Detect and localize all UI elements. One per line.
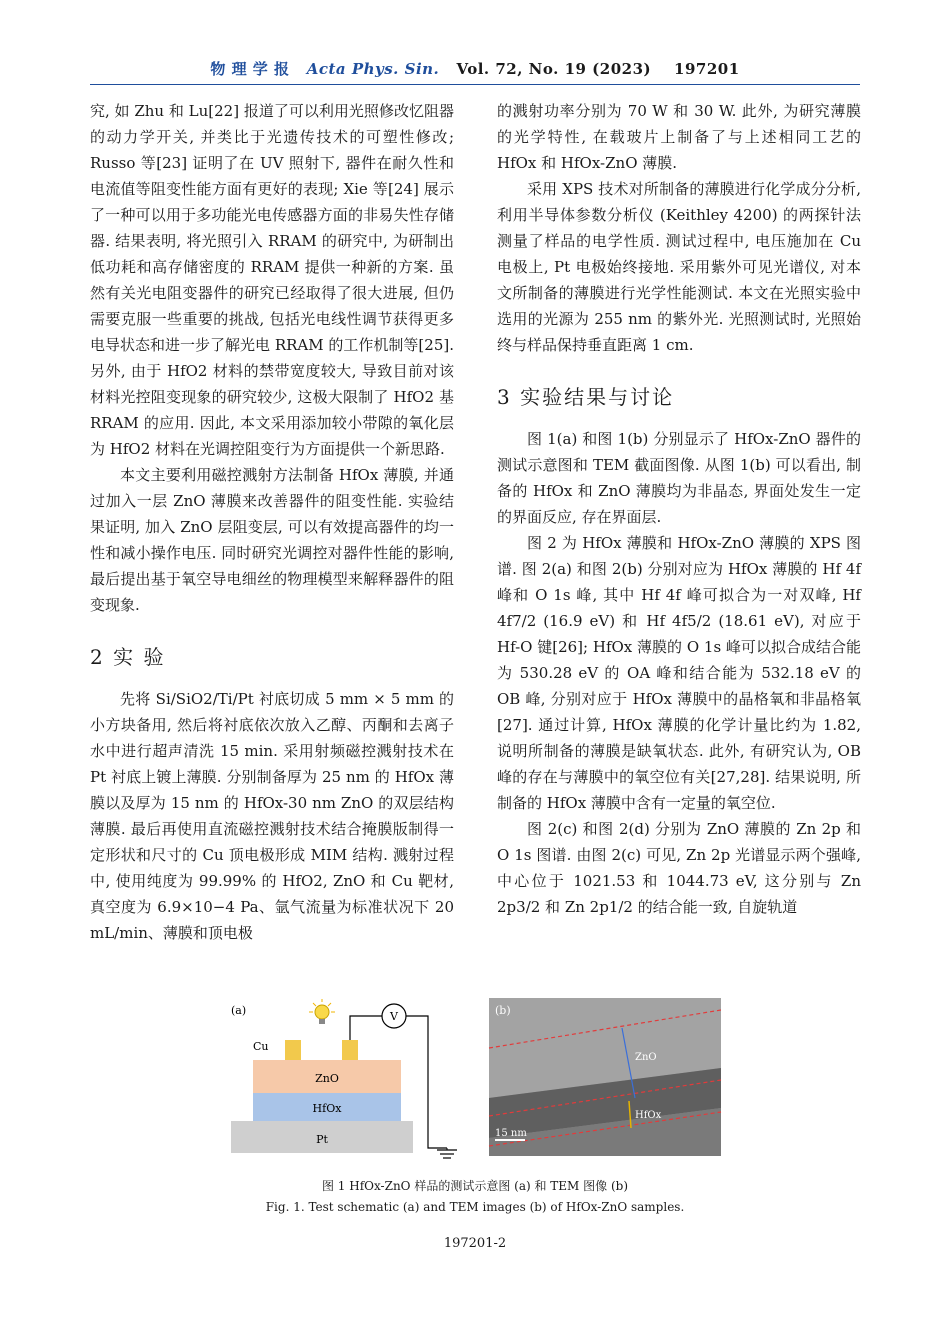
journal-cn: 物 理 学 报 [210,60,290,78]
figure-caption-cn: 图 1 HfOx-ZnO 样品的测试示意图 (a) 和 TEM 图像 (b) [321,1179,629,1193]
wire-top [350,1016,382,1040]
left-paragraph-1: 究, 如 Zhu 和 Lu[22] 报道了可以利用光照修改忆阻器的动力学开关, 并类比于光遗传技术的可塑性修改; Russo 等[23] 证明了在 UV 照射下, 器件在耐久性和电流值等阻变性能方面有更好的表现; Xie 等[24] 展示了一种可以用于多功能光电传感器方面的非易失性存储器. 结果表明, 将光照引入 RRAM 的研究中, 为研制出低功耗和高存储密度的 RRAM 提供一种新的方案. 虽然有关光电阻变器件的研究已经取得了很大进展, 但仍需要克服一些重要的挑战, 包括光电线性调节获得更多电导状态和进一步了解光电 RRAM 的工作机制等[25]. 另外, 由于 HfO2 材料的禁带宽度较大, 导致目前对该材料光控阻变现象的研究较少, 这极大限制了 HfO2 基 RRAM 的应用. 因此, 本文采用添加较小带隙的氧化层为 HfO2 材料在光调控阻变行为方面提供一个新思路. [90,102,454,458]
hfox-label: HfOx [312,1102,342,1115]
panel-a-label: (a) [231,1004,247,1017]
journal-en: Acta Phys. Sin. [306,60,440,78]
right-paragraph-2: 采用 XPS 技术对所制备的薄膜进行化学成分分析, 利用半导体参数分析仪 (Keithley 4200) 的两探针法测量了样品的电学性质. 测试过程中, 电压施加在 Cu 电极上, Pt 电极始终接地. 采用紫外可见光谱仪, 对本文所制备的薄膜进行光学性能测试. 本文在光照实验中选用的光源为 255 nm 的紫外光. 光照测试时, 光照始终与样品保持垂直距离 1 cm. [497,180,861,354]
right-paragraph-5: 图 2(c) 和图 2(d) 分别为 ZnO 薄膜的 Zn 2p 和 O 1s 图谱. 由图 2(c) 可见, Zn 2p 光谱显示两个强峰, 中心位于 1021.53 和 1044.73 eV, 这分别与 Zn 2p3/2 和 Zn 2p1/2 的结合能一致, 自旋轨道 [497,820,861,916]
left-column [90,98,454,946]
cu-label: Cu [253,1040,269,1053]
right-column [497,98,861,920]
pt-label: Pt [316,1133,328,1146]
running-header [0,58,950,79]
voltmeter-label: V [390,1010,398,1023]
header-rule [90,84,860,85]
figure-caption-en: Fig. 1. Test schematic (a) and TEM images (b) of HfOx-ZnO samples. [265,1200,685,1214]
figure-1-svg [225,998,725,1163]
figure-1 [225,998,725,1163]
scale-label: 15 nm [495,1128,527,1139]
left-paragraph-3: 先将 Si/SiO2/Ti/Pt 衬底切成 5 mm × 5 mm 的小方块备用, 然后将衬底依次放入乙醇、丙酮和去离子水中进行超声清洗 15 min. 采用射频磁控溅射技术在 Pt 衬底上镀上薄膜. 分别制备厚为 25 nm 的 HfOx 薄膜以及厚为 15 nm 的 HfOx-30 nm ZnO 的双层结构薄膜. 最后再使用直流磁控溅射技术结合掩膜版制得一定形状和尺寸的 Cu 顶电极形成 MIM 结构. 溅射过程中, 使用纯度为 99.99% 的 HfO2, ZnO 和 Cu 靶材, 真空度为 6.9×10−4 Pa、氩气流量为标准状况下 20 mL/min、薄膜和顶电极 [90,690,454,942]
light-bulb-icon [309,999,335,1024]
section-heading-3: 3 实验结果与讨论 [497,385,675,409]
cu-electrode-1 [285,1040,301,1060]
tem-zno-label: ZnO [635,1052,657,1063]
ground-icon [437,1148,457,1158]
section-heading-2: 2 实 验 [90,645,166,669]
page-number: 197201-2 [443,1236,507,1251]
article-number: 197201 [674,60,740,78]
right-paragraph-4: 图 2 为 HfOx 薄膜和 HfOx-ZnO 薄膜的 XPS 图谱. 图 2(a) 和图 2(b) 分别对应为 HfOx 薄膜的 Hf 4f 峰和 O 1s 峰, 其中 Hf 4f 峰可拟合为一对双峰, Hf 4f7/2 (16.9 eV) 和 Hf 4f5/2 (18.61 eV), 对应于 Hf-O 键[26]; HfOx 薄膜的 O 1s 峰可以拟合成结合能为 530.28 eV 的 OA 峰和结合能为 532.18 eV 的 OB 峰, 分别对应于 HfOx 薄膜中的晶格氧和非晶格氧[27]. 通过计算, HfOx 薄膜的化学计量比约为 1.82, 说明所制备的薄膜是缺氧状态. 此外, 有研究认为, OB 峰的存在与薄膜中的氧空位有关[27,28]. 结果说明, 所制备的 HfOx 薄膜中含有一定量的氧空位. [497,534,861,812]
left-paragraph-2: 本文主要利用磁控溅射方法制备 HfOx 薄膜, 并通过加入一层 ZnO 薄膜来改善器件的阻变性能. 实验结果证明, 加入 ZnO 层阻变层, 可以有效提高器件的均一性和减小操作电压. 同时研究光调控对器件性能的影响, 最后提出基于氧空导电细丝的物理模型来解释器件的阻变现象. [90,466,454,614]
zno-label: ZnO [315,1072,339,1085]
panel-b-label: (b) [495,1004,511,1017]
tem-hfox-label: HfOx [635,1110,662,1121]
right-paragraph-3: 图 1(a) 和图 1(b) 分别显示了 HfOx-ZnO 器件的测试示意图和 TEM 截面图像. 从图 1(b) 可以看出, 制备的 HfOx 和 ZnO 薄膜均为非晶态, 界面处发生一定的界面反应, 存在界面层. [497,430,861,526]
right-paragraph-1: 的溅射功率分别为 70 W 和 30 W. 此外, 为研究薄膜的光学特性, 在载玻片上制备了与上述相同工艺的 HfOx 和 HfOx-ZnO 薄膜. [497,102,861,172]
volume: Vol. 72, No. 19 (2023) [456,60,652,78]
cu-electrode-2 [342,1040,358,1060]
